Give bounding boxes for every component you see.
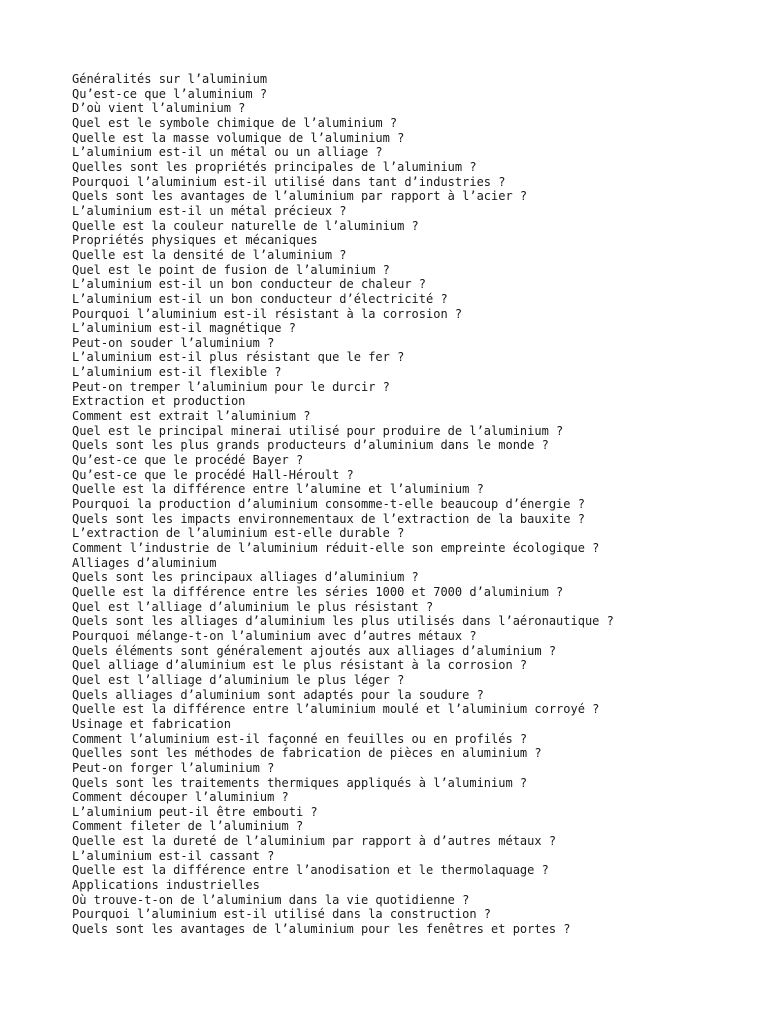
document-line: Quelle est la masse volumique de l’aluminium ? bbox=[72, 130, 405, 145]
document-line: Pourquoi l’aluminium est-il utilisé dans la construction ? bbox=[72, 907, 492, 922]
document-line: L’aluminium est-il un métal ou un alliage ? bbox=[72, 145, 383, 160]
document-line: Quel est le principal minerai utilisé pour produire de l’aluminium ? bbox=[72, 423, 564, 438]
document-line: L’aluminium est-il cassant ? bbox=[72, 848, 275, 863]
document-line: Quelle est la densité de l’aluminium ? bbox=[72, 247, 347, 262]
document-line: Quelle est la différence entre l’aluminium moulé et l’aluminium corroyé ? bbox=[72, 702, 600, 717]
document-line: Quels sont les alliages d’aluminium les plus utilisés dans l’aéronautique ? bbox=[72, 614, 614, 629]
document-line: Quelle est la différence entre l’anodisation et le thermolaquage ? bbox=[72, 863, 549, 878]
document-line: Quelle est la couleur naturelle de l’aluminium ? bbox=[72, 218, 419, 233]
document-line: Alliages d’aluminium bbox=[72, 555, 217, 570]
document-line: Peut-on souder l’aluminium ? bbox=[72, 335, 275, 350]
document-line: Quelles sont les méthodes de fabrication de pièces en aluminium ? bbox=[72, 746, 542, 761]
document-line: Quels éléments sont généralement ajoutés aux alliages d’aluminium ? bbox=[72, 643, 557, 658]
document-line: Usinage et fabrication bbox=[72, 716, 231, 731]
document-line: Quel est l’alliage d’aluminium le plus léger ? bbox=[72, 672, 405, 687]
document-line: Comment l’industrie de l’aluminium réduit-elle son empreinte écologique ? bbox=[72, 541, 600, 555]
document-line: Généralités sur l’aluminium bbox=[72, 72, 268, 86]
document-line: Pourquoi l’aluminium est-il utilisé dans tant d’industries ? bbox=[72, 174, 506, 189]
document-line: L’aluminium peut-il être embouti ? bbox=[72, 804, 318, 819]
document-line: D’où vient l’aluminium ? bbox=[72, 101, 246, 116]
document-line: L’aluminium est-il magnétique ? bbox=[72, 321, 296, 336]
document-line: Où trouve-t-on de l’aluminium dans la vie quotidienne ? bbox=[72, 892, 470, 907]
document-line: Propriétés physiques et mécaniques bbox=[72, 233, 318, 248]
document-line: L’aluminium est-il un bon conducteur de chaleur ? bbox=[72, 277, 427, 292]
document-line: Pourquoi la production d’aluminium consomme-t-elle beaucoup d’énergie ? bbox=[72, 497, 585, 512]
document-line: Pourquoi l’aluminium est-il résistant à la corrosion ? bbox=[72, 306, 463, 321]
document-line: Quels sont les principaux alliages d’aluminium ? bbox=[72, 570, 419, 585]
document-line: Quelle est la différence entre l’alumine et l’aluminium ? bbox=[72, 482, 484, 497]
document-line: L’aluminium est-il plus résistant que le fer ? bbox=[72, 350, 405, 365]
document-line: Pourquoi mélange-t-on l’aluminium avec d’autres métaux ? bbox=[72, 628, 477, 643]
document-line: Peut-on tremper l’aluminium pour le durcir ? bbox=[72, 379, 390, 394]
document-line: L’extraction de l’aluminium est-elle durable ? bbox=[72, 526, 405, 541]
document-line: Quel est le symbole chimique de l’aluminium ? bbox=[72, 115, 398, 130]
document-line: Quels sont les avantages de l’aluminium par rapport à l’acier ? bbox=[72, 189, 528, 204]
document-line: Quel est l’alliage d’aluminium le plus résistant ? bbox=[72, 599, 434, 614]
document-body bbox=[72, 72, 752, 937]
document-line: Extraction et production bbox=[72, 394, 246, 409]
document-line: Quels sont les impacts environnementaux de l’extraction de la bauxite ? bbox=[72, 511, 585, 526]
document-line: L’aluminium est-il flexible ? bbox=[72, 365, 282, 380]
document-line: Quels sont les plus grands producteurs d’aluminium dans le monde ? bbox=[72, 438, 549, 453]
document-line: L’aluminium est-il un métal précieux ? bbox=[72, 203, 347, 218]
document-line: Quels sont les traitements thermiques appliqués à l’aluminium ? bbox=[72, 775, 528, 790]
document-line: Comment est extrait l’aluminium ? bbox=[72, 409, 311, 424]
document-line: L’aluminium est-il un bon conducteur d’électricité ? bbox=[72, 291, 448, 306]
document-line: Comment fileter de l’aluminium ? bbox=[72, 819, 304, 834]
document-line: Quelle est la différence entre les séries 1000 et 7000 d’aluminium ? bbox=[72, 584, 564, 599]
document-page bbox=[72, 72, 752, 937]
document-line: Qu’est-ce que le procédé Bayer ? bbox=[72, 453, 304, 468]
document-line: Comment découper l’aluminium ? bbox=[72, 790, 289, 805]
document-line: Quelles sont les propriétés principales de l’aluminium ? bbox=[72, 159, 477, 174]
document-line: Quels sont les avantages de l’aluminium pour les fenêtres et portes ? bbox=[72, 922, 571, 937]
document-line: Qu’est-ce que le procédé Hall-Héroult ? bbox=[72, 467, 354, 482]
document-line: Applications industrielles bbox=[72, 878, 260, 893]
document-line: Comment l’aluminium est-il façonné en feuilles ou en profilés ? bbox=[72, 731, 528, 746]
document-line: Peut-on forger l’aluminium ? bbox=[72, 760, 275, 775]
document-line: Quel est le point de fusion de l’aluminium ? bbox=[72, 262, 390, 277]
document-line: Quel alliage d’aluminium est le plus résistant à la corrosion ? bbox=[72, 658, 528, 673]
document-line: Quelle est la dureté de l’aluminium par rapport à d’autres métaux ? bbox=[72, 834, 557, 849]
document-line: Quels alliages d’aluminium sont adaptés pour la soudure ? bbox=[72, 687, 484, 702]
document-line: Qu’est-ce que l’aluminium ? bbox=[72, 86, 268, 101]
